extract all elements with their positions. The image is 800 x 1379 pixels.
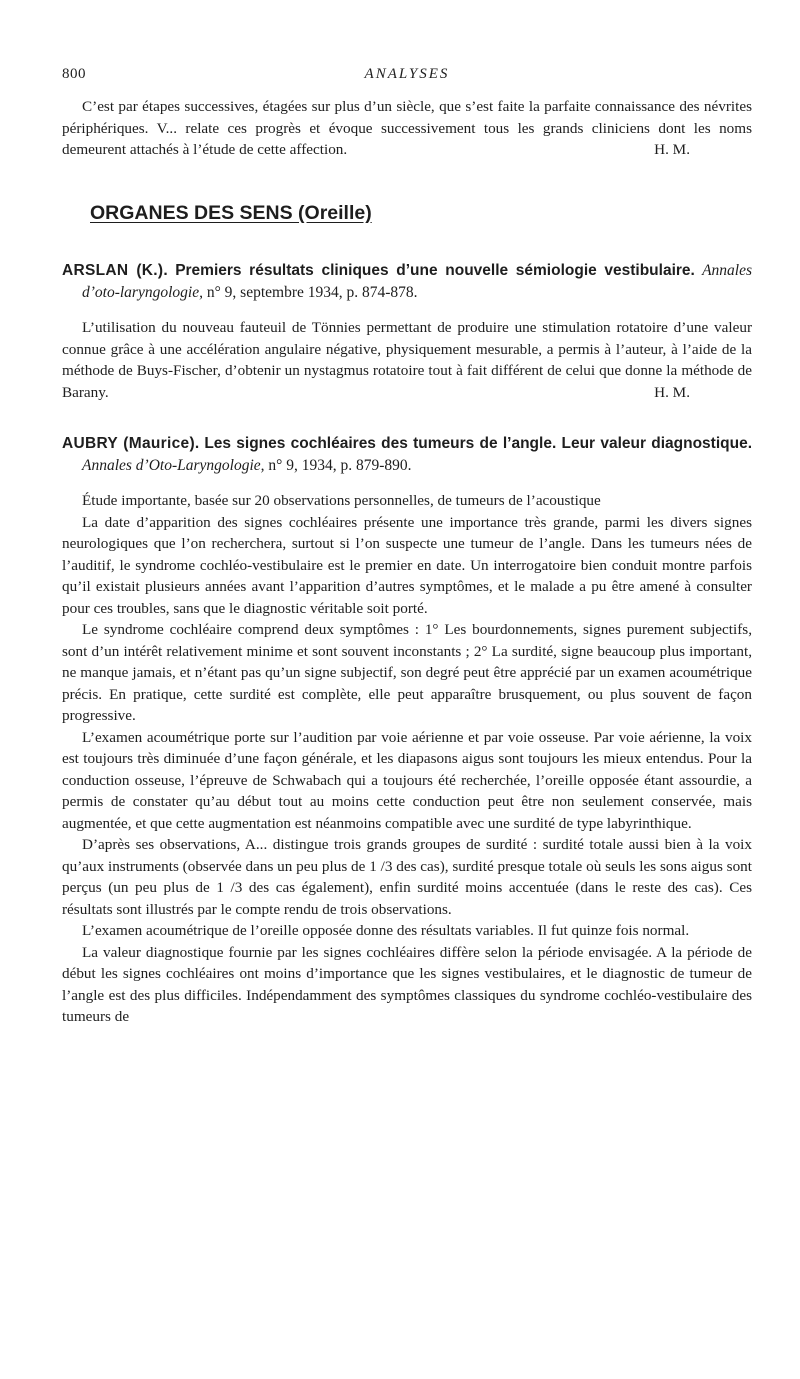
article2-journal: Annales d’Oto-Laryngologie, bbox=[82, 456, 265, 474]
article1-signature: H. M. bbox=[654, 383, 690, 401]
article1-author: ARSLAN (K.). bbox=[62, 262, 168, 279]
article2-title: Les signes cochléaires des tumeurs de l’angle. Leur valeur diagnostique. bbox=[204, 435, 752, 452]
intro-paragraph: C’est par étapes successives, étagées sur plus d’un siècle, que s’est faite la parfaite connaissance des névrites périphériques. V... relate ces progrès et évoque successivement tous les grands cliniciens dont les noms demeurent attachés à l’étude de cette affection. bbox=[62, 98, 752, 158]
article1-body: L’utilisation du nouveau fauteuil de Tönnies permettant de produire une stimulation rotatoire d’une valeur connue grâce à une accélération angulaire négative, physiquement mesurable, a permis à l’auteur, à l’aide de la méthode de Buys-Fischer, d’obtenir un nystagmus rotatoire tout à fait différent de celui que donne la méthode de Barany. bbox=[62, 319, 752, 401]
page-content bbox=[62, 96, 752, 1028]
article2-paragraph: La date d’apparition des signes cochléaires présente une importance très grande, parmi les divers signes neurologiques que l’on recherchera, surtout si l’on suspecte une tumeur de l’angle. Dans les tumeurs nées de l’auditif, le syndrome cochléo-vestibulaire est le premier en date. Un interrogatoire bien conduit montre parfois qu’il existait plusieurs années avant l’apparition d’autres symptômes, et le malade a pu être amené à consulter pour ces troubles, sans que le diagnostic véritable soit porté. bbox=[62, 513, 752, 617]
article2-author: AUBRY (Maurice). bbox=[62, 435, 200, 452]
article2-paragraph: D’après ses observations, A... distingue trois grands groupes de surdité : surdité totale aussi bien à la voix qu’aux instruments (observée dans un peu plus de 1 /3 des cas), surdité presque totale où seuls les sons aigus sont perçus (un peu plus de 1 /3 des cas également), enfin surdité moins accentuée (dans le reste des cas). Ces résultats sont illustrés par le compte rendu de trois observations. bbox=[62, 836, 752, 918]
article2-paragraph: Étude importante, basée sur 20 observations personnelles, de tumeurs de l’acoustique bbox=[82, 492, 601, 509]
article1-journal: Annales d’oto-laryngologie, bbox=[82, 262, 753, 301]
article1-details: n° 9, septembre 1934, p. 874-878. bbox=[206, 283, 418, 301]
article2-paragraph: La valeur diagnostique fournie par les signes cochléaires diffère selon la période envisagée. A la période de début les signes cochléaires ont moins d’importance que les signes vestibulaires, et le diagnostic de tumeur de l’angle est des plus difficiles. Indépendamment des symptômes classiques du syndrome cochléo-vestibulaire des tumeurs de bbox=[62, 943, 752, 1025]
article2-paragraph: Le syndrome cochléaire comprend deux symptômes : 1° Les bourdonnements, signes purement subjectifs, sont d’un intérêt relativement minime et sont souvent inconstants ; 2° La surdité, signe beaucoup plus important, ne manque jamais, et n’étant pas qu’un signe subjectif, son degré peut être apprécié par un examen acoumétrique précis. En pratique, cette surdité est complète, elle peut apparaître brusquement, ou plus souvent de façon progressive. bbox=[62, 621, 752, 724]
intro-signature: H. M. bbox=[654, 141, 690, 158]
article1-title: Premiers résultats cliniques d’une nouvelle sémiologie vestibulaire. bbox=[175, 262, 695, 279]
article1-reference bbox=[62, 260, 752, 303]
article2-details: n° 9, 1934, p. 879-890. bbox=[268, 456, 412, 474]
section-title: ORGANES DES SENS (Oreille) bbox=[90, 201, 372, 224]
article2-paragraph: L’examen acoumétrique porte sur l’audition par voie aérienne et par voie osseuse. Par voie aérienne, la voix est toujours très diminuée d’une façon générale, et les diapasons aigus sont toujours les mieux entendus. Pour la conduction osseuse, l’épreuve de Schwabach qui a toujours été recherchée, l’oreille opposée étant assourdie, a permis de constater qu’au début tout au moins cette conduction peut être non seulement conservée, mais augmentée, et que cette augmentation est néanmoins compatible avec une surdité de type labyrinthique. bbox=[62, 728, 752, 832]
article2-reference bbox=[62, 433, 752, 476]
page-number: 800 bbox=[62, 66, 86, 82]
running-title: ANALYSES bbox=[364, 66, 450, 82]
article2-paragraph: L’examen acoumétrique de l’oreille opposée donne des résultats variables. Il fut quinze fois normal. bbox=[82, 922, 690, 939]
